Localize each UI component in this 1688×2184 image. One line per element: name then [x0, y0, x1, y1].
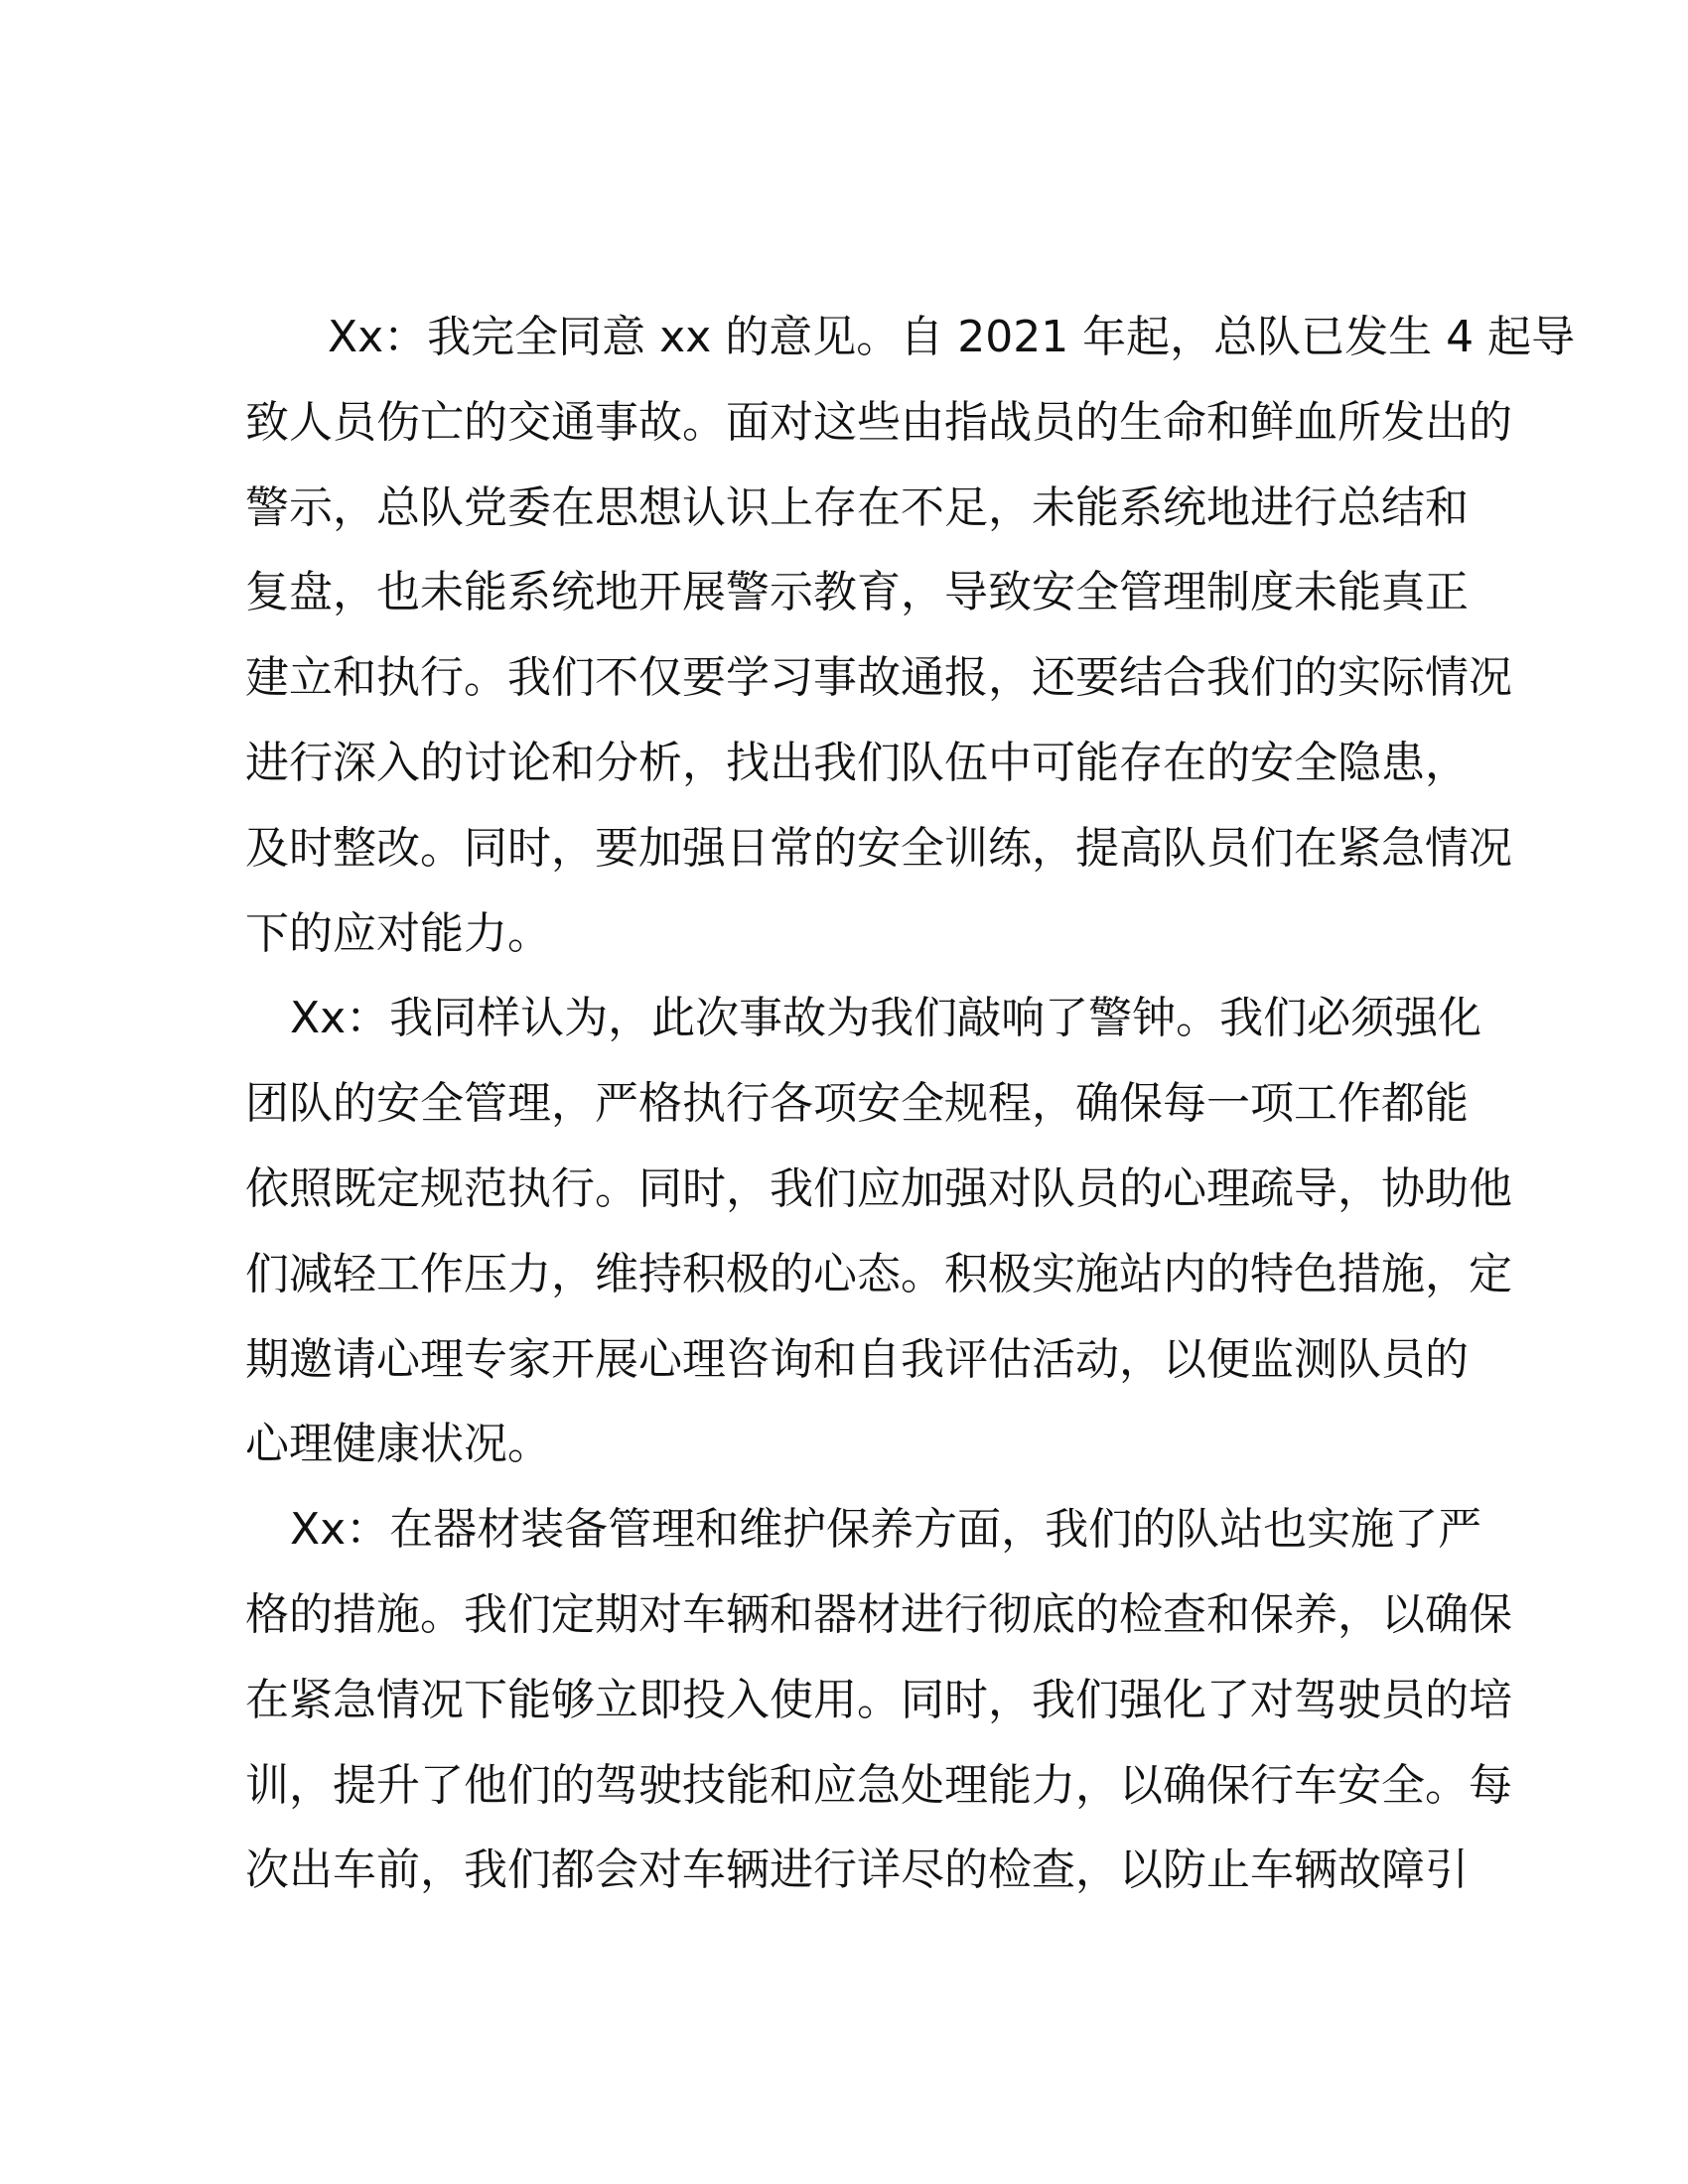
text-line: 致人员伤亡的交通事故。面对这些由指战员的生命和鲜血所发出的	[245, 396, 1512, 448]
text-line: 次出车前，我们都会对车辆进行详尽的检查，以防止车辆故障引	[245, 1844, 1469, 1896]
text-line: 复盘，也未能系统地开展警示教育，导致安全管理制度未能真正	[245, 567, 1469, 618]
text-line: 在紧急情况下能够立即投入使用。同时，我们强化了对驾驶员的培	[245, 1674, 1512, 1725]
text-line: 们减轻工作压力，维持积极的心态。积极实施站内的特色措施，定	[245, 1248, 1512, 1299]
text-line: 进行深入的讨论和分析，找出我们队伍中可能存在的安全隐患，	[245, 737, 1469, 788]
paragraph-1	[245, 295, 1576, 976]
text-line: Xx：我同样认为，此次事故为我们敲响了警钟。我们必须强化	[290, 993, 1482, 1044]
text-line: 训，提升了他们的驾驶技能和应急处理能力，以确保行车安全。每	[245, 1759, 1512, 1811]
text-line: 期邀请心理专家开展心理咨询和自我评估活动，以便监测队员的	[245, 1333, 1469, 1385]
text-line: 团队的安全管理，严格执行各项安全规程，确保每一项工作都能	[245, 1078, 1469, 1130]
text-line: 建立和执行。我们不仅要学习事故通报，还要结合我们的实际情况	[245, 652, 1512, 704]
text-line: 下的应对能力。	[245, 907, 551, 959]
paragraph-3	[245, 1487, 1512, 1913]
paragraph-2	[245, 976, 1512, 1487]
text-line: Xx：我完全同意 xx 的意见。自 2021 年起，总队已发生 4 起导	[328, 312, 1576, 362]
text-line: Xx：在器材装备管理和维护保养方面，我们的队站也实施了严	[290, 1504, 1482, 1556]
text-line: 警示，总队党委在思想认识上存在不足，未能系统地进行总结和	[245, 481, 1469, 533]
text-line: 心理健康状况。	[245, 1419, 551, 1470]
text-line: 依照既定规范执行。同时，我们应加强对队员的心理疏导，协助他	[245, 1162, 1512, 1214]
text-line: 格的措施。我们定期对车辆和器材进行彻底的检查和保养，以确保	[245, 1588, 1512, 1640]
text-line: 及时整改。同时，要加强日常的安全训练，提高队员们在紧急情况	[245, 822, 1512, 874]
document-body	[245, 295, 1576, 1913]
